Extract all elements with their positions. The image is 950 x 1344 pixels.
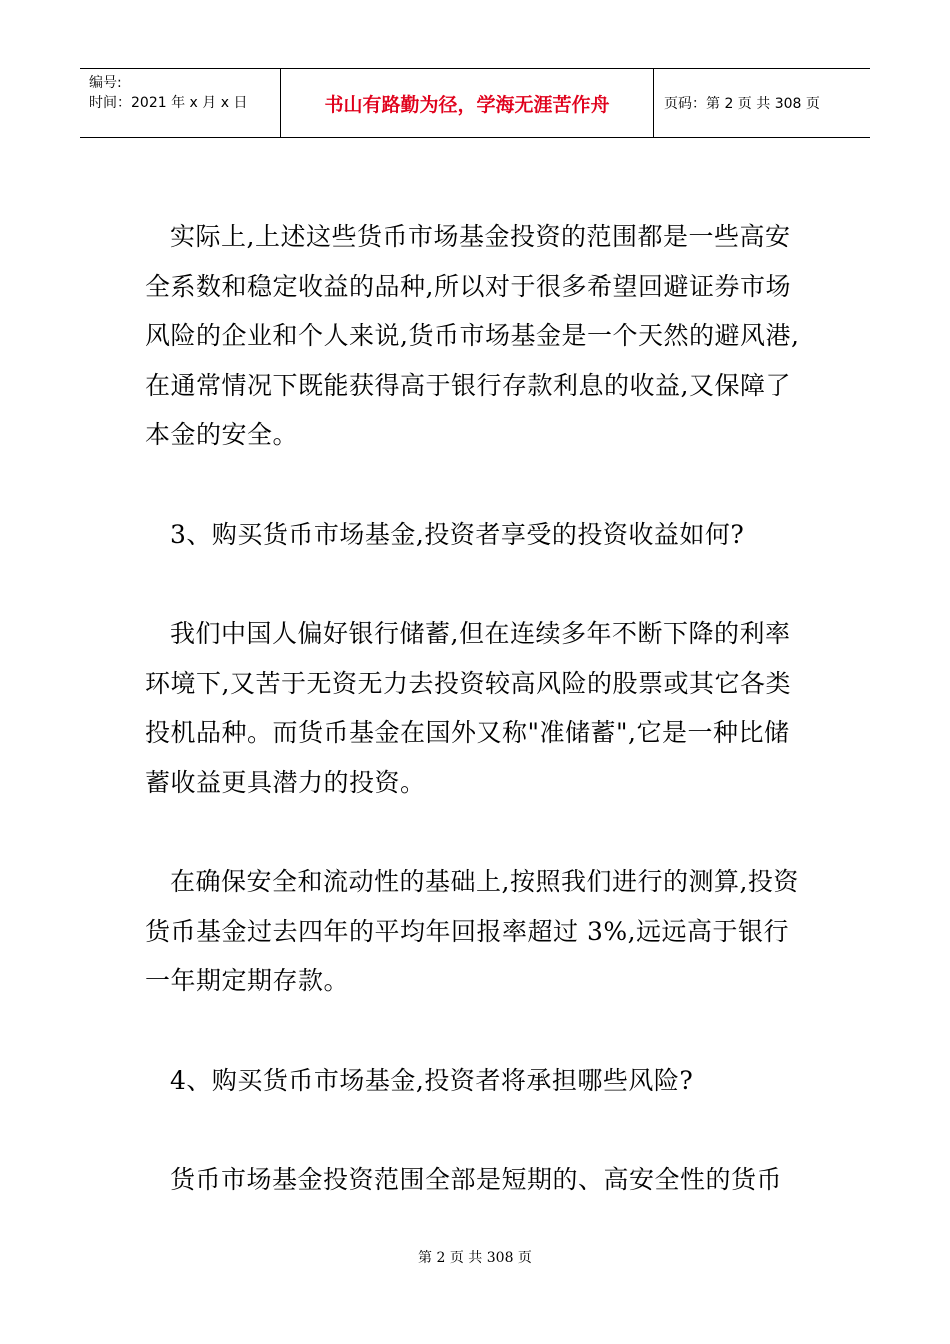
section-heading: 3、购买货币市场基金,投资者享受的投资收益如何? (170, 519, 745, 549)
header-meta (80, 69, 281, 137)
page-footer: 第 2 页 共 308 页 (418, 1250, 532, 1266)
paragraph: 货币市场基金投资范围全部是短期的、高安全性的货币 (170, 1165, 783, 1194)
section-heading: 4、购买货币市场基金,投资者将承担哪些风险? (170, 1065, 694, 1095)
document-body (145, 212, 810, 1255)
paragraph: 实际上,上述这些货币市场基金投资的范围都是一些高安全系数和稳定收益的品种,所以对于很多希望回避证券市场风险的企业和个人来说,货币市场基金是一个天然的避风港,在通常情况下既能获得高于银行存款利息的收益,又保障了本金的安全。 (145, 222, 800, 449)
page-header (80, 68, 870, 138)
header-page-info: 页码：第 2 页 共 308 页 (664, 96, 820, 112)
time-label: 时间：2021 年 x 月 x 日 (89, 95, 248, 111)
paragraph: 在确保安全和流动性的基础上,按照我们进行的测算,投资货币基金过去四年的平均年回报率超过 3%,远远高于银行一年期定期存款。 (145, 867, 799, 995)
header-motto: 书山有路勤为径，学海无涯苦作舟 (281, 69, 654, 137)
number-label: 编号: (89, 75, 122, 91)
paragraph: 我们中国人偏好银行储蓄,但在连续多年不断下降的利率环境下,又苦于无资无力去投资较高风险的股票或其它各类投机品种。而货币基金在国外又称"准储蓄",它是一种比储蓄收益更具潜力的投资。 (145, 619, 791, 797)
